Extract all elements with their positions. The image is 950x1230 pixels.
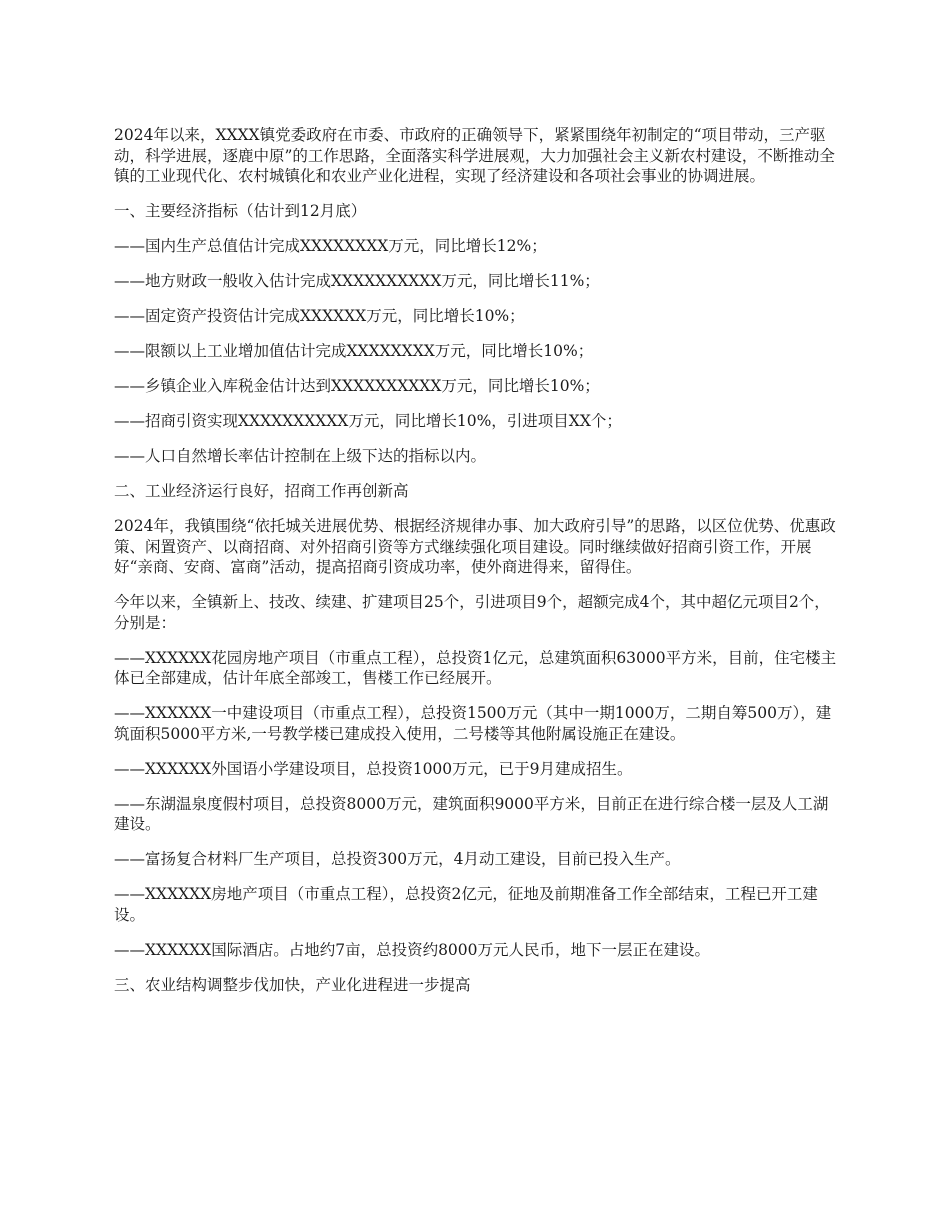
project-item-middle-school: ——XXXXXX一中建设项目（市重点工程），总投资1500万元（其中一期1000万，二期自筹500万），建筑面积5000平方米,一号教学楼已建成投入使用，二号楼等其他附属设施正在建设。 — [114, 704, 832, 743]
projects-summary-paragraph: 今年以来，全镇新上、技改、续建、扩建项目25个，引进项目9个，超额完成4个，其中超亿元项目2个，分别是： — [114, 593, 830, 632]
intro-paragraph: 2024年以来，XXXX镇党委政府在市委、市政府的正确领导下，紧紧围绕年初制定的“项目带动，三产驱动，科学进展，逐鹿中原”的工作思路，全面落实科学进展观，大力加强社会主义新农村建设，不断推动全镇的工业现代化、农村城镇化和农业产业化进程，实现了经济建设和各项社会事业的协调进展。 — [114, 126, 835, 185]
indicator-fixed-asset-investment: ——固定资产投资估计完成XXXXXX万元，同比增长10%； — [114, 307, 525, 325]
project-item-hot-spring-resort: ——东湖温泉度假村项目，总投资8000万元，建筑面积9000平方米，目前正在进行综合楼一层及人工湖建设。 — [114, 794, 829, 833]
indicator-gdp: ——国内生产总值估计完成XXXXXXXX万元，同比增长12%； — [114, 237, 547, 255]
industrial-economy-paragraph: 2024年，我镇围绕“依托城关进展优势、根据经济规律办事、加大政府引导”的思路，以区位优势、优惠政策、闲置资产、以商招商、对外招商引资等方式继续强化项目建设。同时继续做好招商引资工作，开展好“亲商、安商、富商”活动，提高招商引资成功率，使外商进得来，留得住。 — [114, 517, 836, 576]
project-item-composite-materials-factory: ——富扬复合材料厂生产项目，总投资300万元，4月动工建设，目前已投入生产。 — [114, 850, 681, 868]
indicator-investment-attraction: ——招商引资实现XXXXXXXXXX万元，同比增长10%，引进项目XX个； — [114, 412, 622, 430]
project-item-garden-real-estate: ——XXXXXX花园房地产项目（市重点工程），总投资1亿元，总建筑面积63000平方米，目前，住宅楼主体已全部建成，估计年底全部竣工，售楼工作已经展开。 — [114, 648, 837, 687]
indicator-population-growth: ——人口自然增长率估计控制在上级下达的指标以内。 — [114, 447, 487, 465]
project-item-foreign-language-school: ——XXXXXX外国语小学建设项目，总投资1000万元，已于9月建成招生。 — [114, 759, 633, 778]
project-item-international-hotel: ——XXXXXX国际酒店。占地约7亩，总投资约8000万元人民币，地下一层正在建设。 — [114, 940, 711, 959]
indicator-industrial-value-added: ——限额以上工业增加值估计完成XXXXXXXX万元，同比增长10%； — [114, 342, 594, 360]
project-item-real-estate: ——XXXXXX房地产项目（市重点工程），总投资2亿元，征地及前期准备工作全部结束，工程已开工建设。 — [114, 885, 818, 924]
section-heading-industrial-economy: 二、工业经济运行良好，招商工作再创新高 — [114, 482, 409, 500]
section-heading-agriculture: 三、农业结构调整步伐加快，产业化进程进一步提高 — [114, 975, 471, 994]
indicator-fiscal-revenue: ——地方财政一般收入估计完成XXXXXXXXXX万元，同比增长11%； — [114, 272, 600, 290]
section-heading-economic-indicators: 一、主要经济指标（估计到12月底） — [114, 202, 367, 220]
document-body — [114, 125, 838, 1010]
indicator-township-enterprise-tax: ——乡镇企业入库税金估计达到XXXXXXXXXX万元，同比增长10%； — [114, 377, 600, 395]
